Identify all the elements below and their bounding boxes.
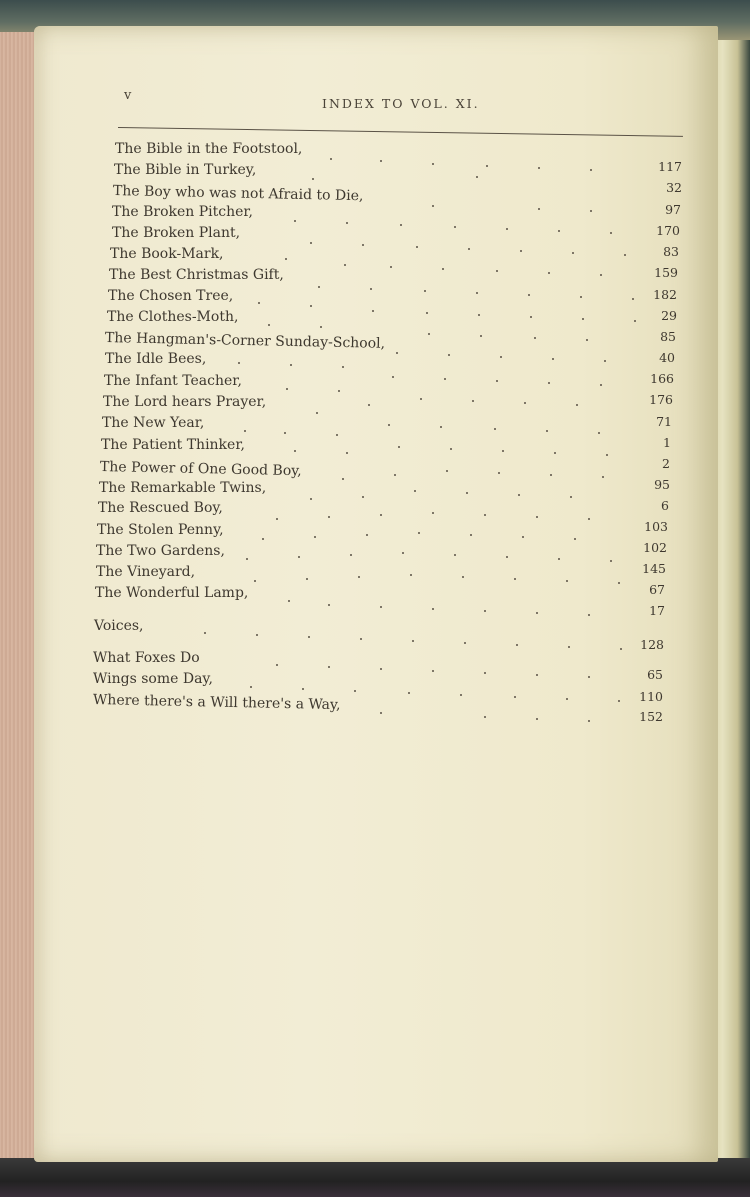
leader-dot	[538, 208, 540, 210]
leader-dot	[536, 516, 538, 518]
leader-dot	[588, 518, 590, 520]
index-entry-page: 83	[663, 244, 679, 259]
leader-dot	[288, 600, 290, 602]
index-entry-page: 103	[644, 519, 668, 534]
leader-dot	[416, 246, 418, 248]
leader-dot	[446, 470, 448, 472]
leader-dot	[276, 664, 278, 666]
leader-dot	[306, 578, 308, 580]
leader-dot	[262, 538, 264, 540]
leader-dot	[432, 205, 434, 207]
leader-dot	[552, 358, 554, 360]
leader-dot	[398, 446, 400, 448]
index-entry-page: 85	[660, 329, 676, 344]
leader-dot	[618, 700, 620, 702]
leader-dot	[586, 339, 588, 341]
leader-dot	[246, 558, 248, 560]
leader-dot	[342, 478, 344, 480]
leader-dot	[328, 666, 330, 668]
leader-dot	[402, 552, 404, 554]
leader-dot	[346, 452, 348, 454]
index-entry-title: The Rescued Boy,	[98, 500, 223, 516]
leader-dot	[536, 718, 538, 720]
leader-dot	[388, 424, 390, 426]
leader-dot	[318, 286, 320, 288]
leader-dot	[412, 640, 414, 642]
index-entry-title: The Hangman's-Corner Sunday-School,	[104, 330, 386, 352]
leader-dot	[588, 720, 590, 722]
index-entry-title: Voices,	[94, 618, 144, 634]
leader-dot	[310, 498, 312, 500]
leader-dot	[570, 496, 572, 498]
leader-dot	[462, 576, 464, 578]
leader-dot	[250, 686, 252, 688]
leader-dot	[574, 538, 576, 540]
leader-dot	[604, 360, 606, 362]
index-entry-title: The Infant Teacher,	[104, 373, 242, 389]
index-entry-page: 71	[656, 414, 672, 429]
leader-dot	[548, 382, 550, 384]
leader-dot	[606, 454, 608, 456]
leader-dot	[308, 636, 310, 638]
leader-dot	[550, 474, 552, 476]
leader-dot	[298, 556, 300, 558]
leader-dot	[498, 472, 500, 474]
index-entry-title: The Best Christmas Gift,	[109, 267, 284, 283]
leader-dot	[314, 536, 316, 538]
leader-dot	[432, 670, 434, 672]
leader-dot	[238, 362, 240, 364]
leader-dot	[380, 160, 382, 162]
leader-dot	[494, 428, 496, 430]
leader-dot	[448, 354, 450, 356]
index-entry-title: The Idle Bees,	[105, 351, 207, 367]
leader-dot	[476, 176, 478, 178]
leader-dot	[524, 402, 526, 404]
leader-dot	[480, 335, 482, 337]
index-entry-page: 40	[659, 350, 675, 365]
leader-dot	[432, 512, 434, 514]
leader-dot	[548, 272, 550, 274]
leader-dot	[432, 608, 434, 610]
leader-dot	[392, 376, 394, 378]
leader-dot	[568, 646, 570, 648]
index-entry-title: The Bible in the Footstool,	[115, 141, 303, 157]
leader-dot	[590, 210, 592, 212]
leader-dot	[566, 580, 568, 582]
leader-dot	[400, 224, 402, 226]
leader-dot	[476, 292, 478, 294]
leader-dot	[582, 318, 584, 320]
leader-dot	[390, 266, 392, 268]
leader-dot	[302, 688, 304, 690]
index-entry-title: The Stolen Penny,	[97, 522, 224, 538]
leader-dot	[624, 254, 626, 256]
index-entry-title: The Two Gardens,	[96, 543, 225, 559]
leader-dot	[598, 432, 600, 434]
leader-dot	[362, 496, 364, 498]
leader-dot	[410, 574, 412, 576]
leader-dot	[284, 432, 286, 434]
leader-dot	[588, 676, 590, 678]
leader-dot	[320, 326, 322, 328]
index-entry-page: 145	[642, 561, 666, 576]
leader-dot	[316, 412, 318, 414]
leader-dot	[380, 514, 382, 516]
leader-dot	[268, 324, 270, 326]
leader-dot	[620, 648, 622, 650]
leader-dot	[536, 612, 538, 614]
leader-dot	[354, 690, 356, 692]
leader-dot	[558, 558, 560, 560]
leader-dot	[538, 167, 540, 169]
leader-dot	[534, 337, 536, 339]
leader-dot	[432, 163, 434, 165]
leader-dot	[394, 474, 396, 476]
leader-dot	[576, 404, 578, 406]
leader-dot	[520, 250, 522, 252]
leader-dot	[350, 554, 352, 556]
index-entry-title: The Remarkable Twins,	[99, 480, 267, 496]
index-entry-page: 102	[643, 540, 667, 555]
leader-dot	[442, 268, 444, 270]
index-entry-title: Where there's a Will there's a Way,	[92, 692, 341, 714]
index-entry-page: 32	[666, 180, 682, 195]
index-entry-title: The Broken Pitcher,	[112, 204, 254, 220]
leader-dot	[454, 226, 456, 228]
index-entry-title: What Foxes Do	[93, 650, 200, 666]
index-entry-title: The Power of One Good Boy,	[99, 459, 302, 480]
leader-dot	[634, 320, 636, 322]
leader-dot	[258, 302, 260, 304]
index-entry-page: 6	[661, 498, 669, 513]
leader-dot	[414, 490, 416, 492]
leader-dot	[536, 674, 538, 676]
index-entry-page: 29	[661, 308, 677, 323]
leader-dot	[418, 532, 420, 534]
leader-dot	[506, 228, 508, 230]
leader-dot	[496, 380, 498, 382]
leader-dot	[478, 314, 480, 316]
index-entry-page: 95	[654, 477, 670, 492]
leader-dot	[610, 560, 612, 562]
index-entry-title: The Book-Mark,	[110, 246, 224, 262]
leader-dot	[484, 514, 486, 516]
leader-dot	[464, 642, 466, 644]
leader-dot	[362, 244, 364, 246]
leader-dot	[408, 692, 410, 694]
index-entry-title: The Vineyard,	[96, 564, 196, 580]
leader-dot	[528, 294, 530, 296]
leader-dot	[420, 398, 422, 400]
leader-dot	[330, 158, 332, 160]
index-entry-title: Wings some Day,	[93, 671, 213, 687]
leader-dot	[276, 518, 278, 520]
leader-dot	[514, 578, 516, 580]
leader-dot	[328, 516, 330, 518]
leader-dot	[506, 556, 508, 558]
leader-dot	[344, 264, 346, 266]
leader-dot	[310, 242, 312, 244]
leader-dot	[450, 448, 452, 450]
leader-dot	[366, 534, 368, 536]
leader-dot	[602, 476, 604, 478]
leader-dot	[522, 536, 524, 538]
leader-dot	[618, 582, 620, 584]
index-entry-page: 152	[639, 709, 663, 724]
index-entry-title: The New Year,	[102, 415, 205, 431]
leader-dot	[426, 312, 428, 314]
index-entry-page: 97	[665, 202, 681, 217]
leader-dot	[294, 450, 296, 452]
page-number: v	[124, 88, 132, 103]
leader-dot	[358, 576, 360, 578]
leader-dot	[468, 248, 470, 250]
leader-dot	[484, 610, 486, 612]
leader-dot	[486, 165, 488, 167]
leader-dot	[502, 450, 504, 452]
leader-dot	[380, 712, 382, 714]
leader-dot	[588, 614, 590, 616]
leader-dot	[590, 169, 592, 171]
leader-dot	[600, 274, 602, 276]
index-entry-page: 159	[654, 265, 678, 280]
leader-dot	[360, 638, 362, 640]
leader-dot	[312, 178, 314, 180]
index-entry-title: The Bible in Turkey,	[114, 162, 257, 178]
leader-dot	[440, 426, 442, 428]
index-entry-title: The Wonderful Lamp,	[95, 585, 249, 601]
leader-dot	[290, 364, 292, 366]
leader-dot	[254, 580, 256, 582]
leader-dot	[610, 232, 612, 234]
leader-dot	[338, 390, 340, 392]
index-entry-page: 1	[663, 435, 671, 450]
leader-dot	[294, 220, 296, 222]
index-entry-title: The Clothes-Moth,	[107, 309, 239, 325]
leader-dot	[285, 258, 287, 260]
running-head: INDEX TO VOL. XI.	[322, 96, 480, 111]
leader-dot	[342, 366, 344, 368]
leader-dot	[256, 634, 258, 636]
leader-dot	[518, 494, 520, 496]
leader-dot	[428, 333, 430, 335]
leader-dot	[500, 356, 502, 358]
leader-dot	[424, 290, 426, 292]
index-entry-title: The Broken Plant,	[112, 225, 241, 241]
leader-dot	[484, 716, 486, 718]
leader-dot	[600, 384, 602, 386]
leader-dot	[530, 316, 532, 318]
leader-dot	[554, 452, 556, 454]
leader-dot	[368, 404, 370, 406]
leader-dot	[460, 694, 462, 696]
index-entry-page: 128	[640, 637, 664, 652]
index-entry-page: 67	[649, 582, 665, 597]
index-entry-page: 170	[656, 223, 680, 238]
leader-dot	[286, 388, 288, 390]
leader-dot	[336, 434, 338, 436]
leader-dot	[580, 296, 582, 298]
index-entry-page: 2	[662, 456, 670, 471]
leader-dot	[372, 310, 374, 312]
leader-dot	[514, 696, 516, 698]
index-entry-page: 65	[647, 667, 663, 682]
leader-dot	[328, 604, 330, 606]
leader-dot	[380, 668, 382, 670]
leader-dot	[396, 352, 398, 354]
index-entry-page: 110	[639, 689, 663, 704]
leader-dot	[516, 644, 518, 646]
leader-dot	[572, 252, 574, 254]
leader-dot	[484, 672, 486, 674]
leader-dot	[472, 400, 474, 402]
leader-dot	[632, 298, 634, 300]
index-entry-page: 166	[650, 371, 674, 386]
index-entry-title: The Lord hears Prayer,	[103, 394, 267, 410]
leader-dot	[546, 430, 548, 432]
leader-dot	[310, 305, 312, 307]
index-entry-page: 176	[649, 392, 673, 407]
leader-dot	[454, 554, 456, 556]
index-entry-title: The Patient Thinker,	[101, 437, 245, 453]
leader-dot	[558, 230, 560, 232]
index-entry-title: The Boy who was not Afraid to Die,	[112, 183, 364, 205]
leader-dot	[470, 534, 472, 536]
leader-dot	[370, 288, 372, 290]
leader-dot	[244, 430, 246, 432]
index-entry-title: The Chosen Tree,	[108, 288, 234, 304]
index-entry-page: 182	[653, 287, 677, 302]
leader-dot	[496, 270, 498, 272]
leader-dot	[380, 606, 382, 608]
index-entry-page: 117	[658, 159, 682, 174]
leader-dot	[204, 632, 206, 634]
leader-dot	[566, 698, 568, 700]
leader-dot	[466, 492, 468, 494]
index-entry-page: 17	[649, 603, 665, 618]
leader-dot	[444, 378, 446, 380]
leader-dot	[346, 222, 348, 224]
